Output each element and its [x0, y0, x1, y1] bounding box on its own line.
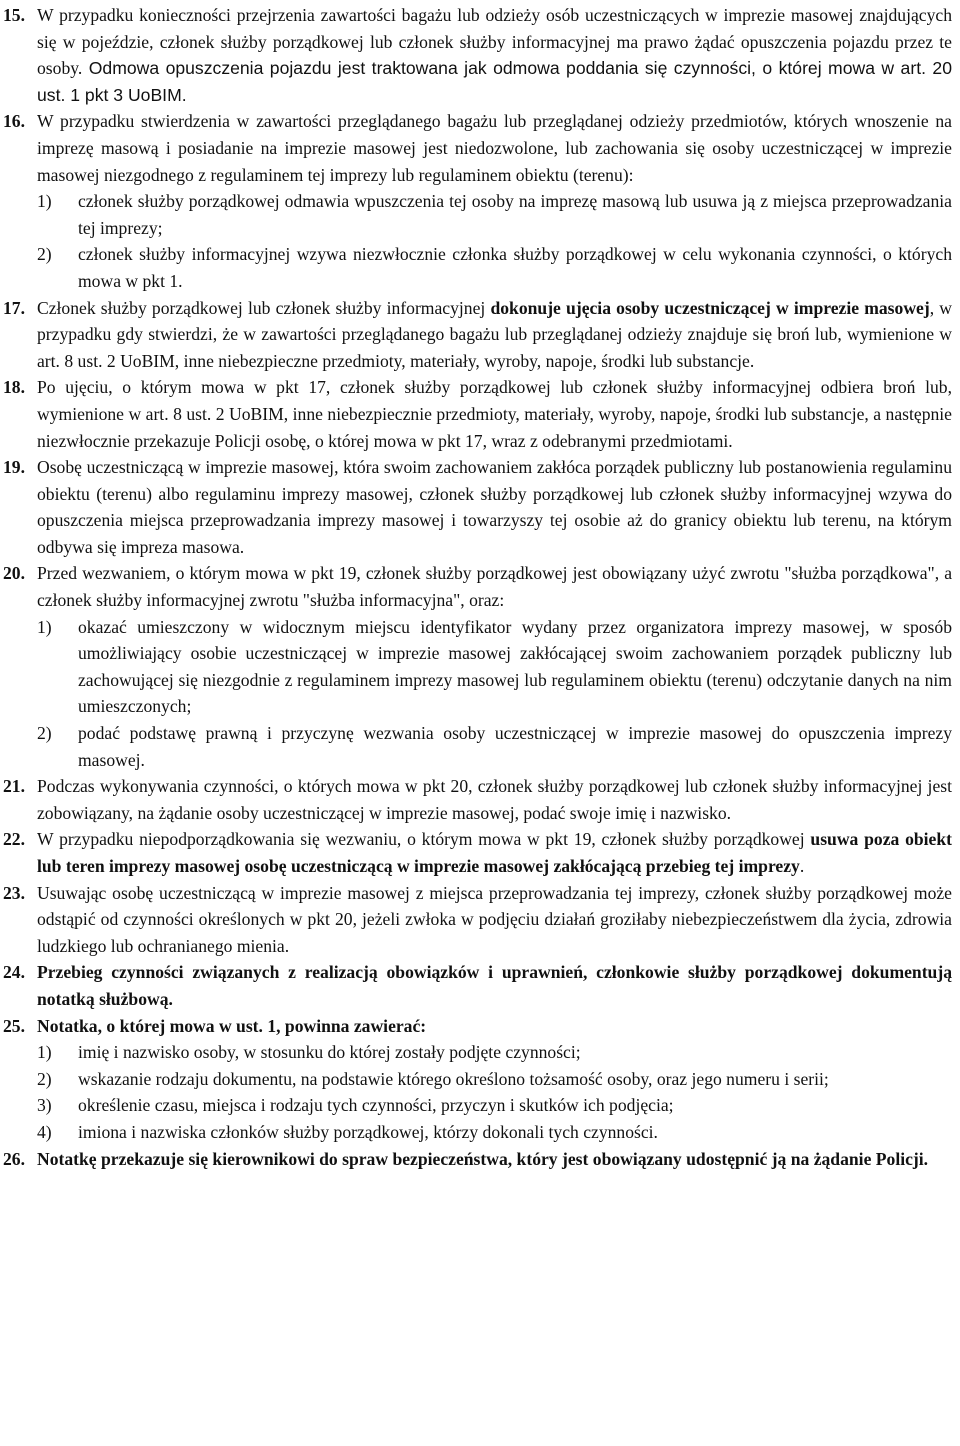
item-text — [37, 1146, 952, 1173]
list-item — [3, 2, 952, 108]
item-number: 20. — [3, 563, 25, 584]
text-run: członek służby informacyjnej wzywa niezwłocznie członka służby porządkowej w celu wykonania czynności, o których mowa w pkt 1. — [78, 244, 952, 291]
text-run: Członek służby porządkowej lub członek służby informacyjnej — [37, 297, 491, 318]
sub-item — [37, 1092, 952, 1119]
text-run: wskazanie rodzaju dokumentu, na podstawie którego określono tożsamość osoby, oraz jego numeru i serii; — [78, 1068, 829, 1089]
item-body — [37, 826, 952, 879]
list-item — [3, 374, 952, 454]
bold-text: usuwa poza obiekt lub teren imprezy masowej osobę uczestniczącą w imprezie masowej zakłócającą przebieg tej imprezy — [37, 829, 952, 876]
sub-item-number: 3) — [37, 1095, 52, 1116]
item-number: 23. — [3, 882, 25, 903]
item-number: 17. — [3, 297, 25, 318]
sub-item — [37, 1119, 952, 1146]
sub-item-text — [78, 241, 952, 294]
sub-item-text — [78, 188, 952, 241]
item-body — [37, 1146, 952, 1173]
list-item — [3, 560, 952, 773]
item-body — [37, 1013, 952, 1146]
text-run: określenie czasu, miejsca i rodzaju tych czynności, przyczyn i skutków ich podjęcia; — [78, 1095, 674, 1116]
sub-item-text — [78, 1119, 952, 1146]
text-run: Osobę uczestniczącą w imprezie masowej, która swoim zachowaniem zakłóca porządek publiczny lub postanowienia regulaminu obiektu (terenu) albo regulaminu imprezy masowej, członek służby porządkowej lub członek służby informacyjnej wzywa do opuszczenia miejsca przeprowadzania imprezy masowej i towarzyszy tej osobie aż do granicy obiektu lub terenu, na którym odbywa się impreza masowa. — [37, 457, 952, 557]
item-text — [37, 108, 952, 188]
list-item — [3, 454, 952, 560]
sub-item-number: 4) — [37, 1121, 52, 1142]
item-body — [37, 295, 952, 375]
sub-item-text — [78, 1039, 952, 1066]
numbered-item-list — [3, 2, 952, 1172]
list-item — [3, 880, 952, 960]
text-run: W przypadku konieczności przejrzenia zawartości bagażu lub odzieży osób uczestniczących w imprezie masowej znajdujących się w pojeździe, członek służby porządkowej lub członek służby informacyjnej ma prawo żądać opuszczenia pojazdu przez te osoby. — [37, 5, 952, 79]
text-run: W przypadku niepodporządkowania się wezwaniu, o którym mowa w pkt 19, członek służby porządkowej — [37, 829, 811, 850]
item-text — [37, 295, 952, 375]
text-run: W przypadku stwierdzenia w zawartości przeglądanego bagażu lub przeglądanej odzieży przedmiotów, których wnoszenie na imprezę masową i posiadanie na imprezie masowej jest niedozwolone, lub zachowania się osoby uczestniczącej w imprezie masowej niezgodnego z regulaminem tej imprezy lub regulaminem obiektu (terenu): — [37, 111, 952, 185]
item-number: 15. — [3, 5, 25, 25]
item-number: 19. — [3, 457, 25, 478]
item-text — [37, 959, 952, 1012]
item-body — [37, 374, 952, 454]
text-run: Po ujęciu, o którym mowa w pkt 17, członek służby porządkowej lub członek służby informacyjnej odbiera broń lub, wymienione w art. 8 ust. 2 UoBIM, inne niebezpiecznie przedmioty, materiały, wyroby, napoje, środki lub substancje, a następnie niezwłocznie przekazuje Policji osobę, o której mowa w pkt 17, wraz z odebranymi przedmiotami. — [37, 377, 952, 451]
sub-item — [37, 614, 952, 720]
item-text — [37, 560, 952, 613]
sub-item — [37, 720, 952, 773]
item-body — [37, 2, 952, 108]
item-number: 24. — [3, 962, 25, 983]
text-run: . — [799, 856, 805, 876]
sub-item-number: 2) — [37, 723, 52, 744]
item-text — [37, 880, 952, 960]
item-body — [37, 880, 952, 960]
item-body — [37, 108, 952, 294]
list-item — [3, 1013, 952, 1146]
list-item — [3, 773, 952, 826]
sub-item-text — [78, 614, 952, 720]
item-number: 22. — [3, 829, 25, 850]
text-run: podać podstawę prawną i przyczynę wezwania osoby uczestniczącej w imprezie masowej do opuszczenia imprezy masowej. — [78, 723, 952, 770]
text-run: Usuwając osobę uczestniczącą w imprezie masowej z miejsca przeprowadzania tej imprezy, członek służby porządkowej może odstąpić od czynności określonych w pkt 20, jeżeli zwłoka w podjęciu działań groziłaby niebezpieczeństwem dla życia, zdrowia ludzkiego lub ochranianego mienia. — [37, 882, 952, 956]
item-number: 16. — [3, 111, 25, 132]
item-number: 21. — [3, 776, 25, 797]
item-body — [37, 959, 952, 1012]
text-run: Podczas wykonywania czynności, o których mowa w pkt 20, członek służby porządkowej lub członek służby informacyjnej jest zobowiązany, na żądanie osoby uczestniczącej w imprezie masowej, podać swoje imię i nazwisko. — [37, 776, 952, 823]
text-run: Odmowa opuszczenia pojazdu jest traktowana jak odmowa poddania się czynności, o której mowa w art. 20 ust. 1 pkt 3 UoBIM. — [37, 58, 952, 105]
item-text — [37, 1013, 952, 1040]
item-text — [37, 826, 952, 879]
sub-item-number: 2) — [37, 1068, 52, 1089]
item-number: 18. — [3, 377, 25, 398]
item-number: 26. — [3, 1148, 25, 1169]
text-run: członek służby porządkowej odmawia wpuszczenia tej osoby na imprezę masową lub usuwa ją z miejsca przeprowadzania tej imprezy; — [78, 191, 952, 238]
item-body — [37, 560, 952, 773]
sub-item-number: 1) — [37, 191, 52, 212]
item-text — [37, 2, 952, 108]
sub-item-text — [78, 1066, 952, 1093]
list-item — [3, 1146, 952, 1173]
bold-text: Notatka, o której mowa w ust. 1, powinna zawierać: — [37, 1015, 427, 1036]
list-item — [3, 826, 952, 879]
item-text — [37, 454, 952, 560]
sub-item — [37, 1039, 952, 1066]
sub-item — [37, 188, 952, 241]
sub-item-text — [78, 720, 952, 773]
bold-text: Notatkę przekazuje się kierownikowi do spraw bezpieczeństwa, który jest obowiązany udostępnić ją na żądanie Policji. — [37, 1148, 929, 1169]
sub-item-text — [78, 1092, 952, 1119]
bold-text: Przebieg czynności związanych z realizacją obowiązków i uprawnień, członkowie służby porządkowej dokumentują notatką służbową. — [37, 962, 952, 1009]
item-body — [37, 773, 952, 826]
sub-item — [37, 1066, 952, 1093]
item-text — [37, 374, 952, 454]
sub-item-number: 2) — [37, 244, 52, 265]
list-item — [3, 959, 952, 1012]
text-run: , w przypadku gdy stwierdzi, że w zawartości przeglądanego bagażu lub przeglądanej odzieży znajduje się broń lub, wymienione w art. 8 ust. 2 UoBIM, inne niebezpieczne przedmioty, materiały, wyroby, napoje, środki lub substancje. — [37, 297, 952, 371]
text-run: imię i nazwisko osoby, w stosunku do której zostały podjęte czynności; — [78, 1042, 581, 1063]
text-run: okazać umieszczony w widocznym miejscu identyfikator wydany przez organizatora imprezy masowej, w sposób umożliwiający osobie uczestniczącej w imprezie masowej zakłócającej swoim zachowaniem porządek publiczny lub zachowującej się niezgodnie z regulaminem imprezy masowej lub regulaminem obiektu (terenu) odczytanie danych na nim umieszczonych; — [78, 616, 952, 717]
text-run: imiona i nazwiska członków służby porządkowej, którzy dokonali tych czynności. — [78, 1121, 658, 1142]
item-number: 25. — [3, 1015, 25, 1036]
sub-item — [37, 241, 952, 294]
text-run: Przed wezwaniem, o którym mowa w pkt 19, członek służby porządkowej jest obowiązany użyć zwrotu "służba porządkowa", a członek służby informacyjnej zwrotu "służba informacyjna", oraz: — [37, 563, 952, 611]
sub-item-number: 1) — [37, 616, 52, 637]
sub-item-number: 1) — [37, 1042, 52, 1063]
bold-text: dokonuje ujęcia osoby uczestniczącej w imprezie masowej — [490, 297, 930, 318]
item-text — [37, 773, 952, 826]
list-item — [3, 295, 952, 375]
item-body — [37, 454, 952, 560]
list-item — [3, 108, 952, 294]
